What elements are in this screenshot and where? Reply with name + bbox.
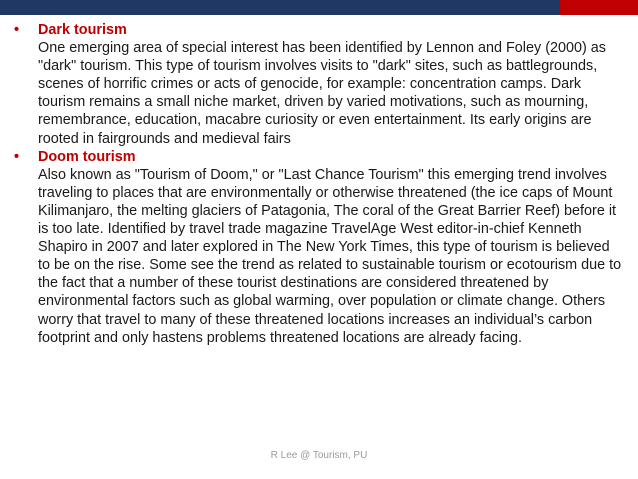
item-text: One emerging area of special interest has been identified by Lennon and Foley (2000) as "dark" tourism. This type of tourism involves visits to "dark" sites, such as battlegrounds, scenes of horrific crimes or acts of genocide, for example: concentration camps. Dark tourism remains a small niche market, driven by varied motivations, such as mourning, remembrance, education, macabre curiosity or even entertainment. Its early origins are rooted in fairgrounds and medieval fairs: [38, 40, 606, 147]
top-banner: [0, 0, 638, 15]
bullet-item-dark-tourism: [14, 21, 624, 148]
top-banner-accent: [560, 0, 638, 15]
bullet-marker: •: [14, 148, 20, 165]
item-title: Dark tourism: [38, 22, 127, 38]
item-title: Doom tourism: [38, 148, 136, 165]
bullet-marker: •: [14, 22, 20, 38]
item-text: Also known as "Tourism of Doom," or "Last Chance Tourism" this emerging trend involves traveling to places that are environmentally or otherwise threatened (the ice caps of Mount Kilimanjaro, the melting glaciers of Patagonia, The coral of the Great Barrier Reef) before it is too late. Identified by travel trade magazine TravelAge West editor-in-chief Kenneth Shapiro in 2007 and later explored in The New York Times, this type of tourism is believed to be on the rise. Some see the trend as related to sustainable tourism or ecotourism due to the fact that a number of these tourist destinations are considered threatened by environmental factors such as global warming, over population or climate change. Others worry that travel to many of these threatened locations increases an individual’s carbon footprint and only hastens problems threatened locations are already facing.: [38, 166, 622, 346]
slide-footer: R Lee @ Tourism, PU: [270, 450, 368, 461]
bullet-item-doom-tourism: [14, 148, 624, 347]
slide-content: [14, 21, 624, 347]
